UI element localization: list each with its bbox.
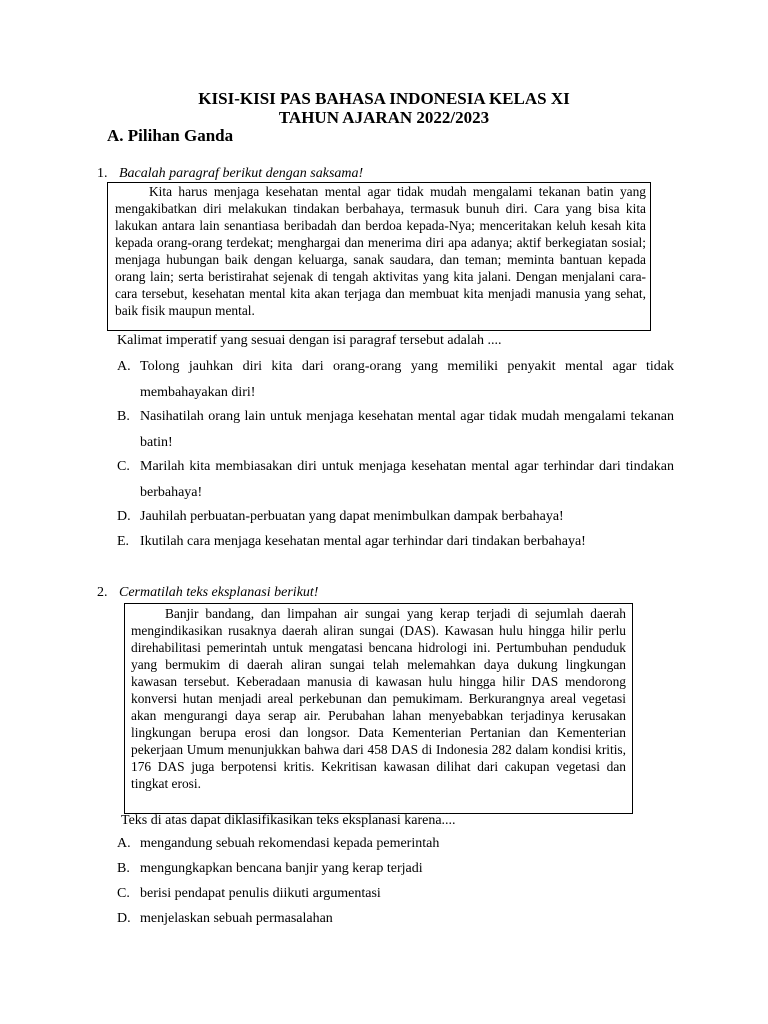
document-title-line2: TAHUN AJARAN 2022/2023 xyxy=(278,108,490,127)
option-letter: E. xyxy=(117,534,130,549)
option-letter: C. xyxy=(117,459,130,474)
question-1-option-c xyxy=(117,454,674,506)
option-text: Jauhilah perbuatan-perbuatan yang dapat menimbulkan dampak berbahaya! xyxy=(140,509,564,524)
option-text: Marilah kita membiasakan diri untuk menjaga kesehatan mental agar terhindar dari tindakan berbahaya! xyxy=(140,459,674,500)
question-2-stem: Teks di atas dapat diklasifikasikan teks eksplanasi karena.... xyxy=(121,813,456,828)
document-title-line1: KISI-KISI PAS BAHASA INDONESIA KELAS XI xyxy=(198,89,570,108)
question-1-passage-box xyxy=(107,182,651,331)
section-heading: A. Pilihan Ganda xyxy=(107,126,234,145)
question-number: 1. xyxy=(97,166,108,181)
question-2-heading xyxy=(97,584,318,602)
option-letter: B. xyxy=(117,409,130,424)
question-1-option-d xyxy=(117,504,674,530)
option-letter: D. xyxy=(117,509,131,524)
question-2-option-d xyxy=(117,906,674,932)
option-letter: A. xyxy=(117,359,131,374)
question-2-option-c xyxy=(117,881,674,907)
question-1-passage: Kita harus menjaga kesehatan mental agar tidak mudah mengalami tekanan batin yang mengakibatkan diri melakukan tindakan berbahaya, termasuk bunuh diri. Cara yang bisa kita lakukan antara lain senantiasa beribadah dan berdoa kepada-Nya; menceritakan keluh kesah kita kepada orang-orang terdekat; menghargai dan menerima diri apa adanya; aktif berkegiatan sosial; menjaga hubungan baik dengan keluarga, sanak saudara, dan teman; meminta bantuan kepada orang lain; serta beristirahat sejenak di tengah aktivitas yang kita jalani. Dengan menjalani cara-cara tersebut, kesehatan mental kita akan terjaga dan membuat kita menjadi manusia yang sehat, baik fisik maupun mental. xyxy=(115,184,646,318)
option-text: mengungkapkan bencana banjir yang kerap terjadi xyxy=(140,861,423,876)
question-2-passage: Banjir bandang, dan limpahan air sungai yang kerap terjadi di sejumlah daerah mengindikasikan rusaknya daerah aliran sungai (DAS). Kawasan hulu hingga hilir perlu direhabilitasi pemerintah untuk mengatasi bencana hidrologi ini. Pertumbuhan penduduk yang bermukim di daerah aliran sungai telah melemahkan daya dukung lingkungan kawasan tersebut. Keberadaan manusia di kawasan hulu hingga hilir DAS mendorong konversi hutan menjadi areal perkebunan dan pemukimam. Berkurangnya areal vegetasi akan mengurangi daya serap air. Perubahan lahan menyebabkan terjadinya kerusakan lingkungan berupa erosi dan longsor. Data Kementerian Pertanian dan Kementerian pekerjaan Umum menunjukkan bahwa dari 458 DAS di Indonesia 282 dalam kondisi kritis, 176 DAS juga berpotensi kritis. Kekritisan kawasan dilihat dari cakupan vegetasi dan tingkat erosi. xyxy=(131,606,626,791)
question-2-passage-box xyxy=(124,603,633,814)
option-text: mengandung sebuah rekomendasi kepada pemerintah xyxy=(140,836,440,851)
question-instruction: Cermatilah teks eksplanasi berikut! xyxy=(119,585,319,600)
option-text: Tolong jauhkan diri kita dari orang-orang yang memiliki penyakit mental agar tidak membahayakan diri! xyxy=(140,359,674,400)
question-1-option-a xyxy=(117,354,674,406)
question-2-option-a xyxy=(117,831,674,857)
question-number: 2. xyxy=(97,585,108,600)
option-text: menjelaskan sebuah permasalahan xyxy=(140,911,333,926)
question-1-stem: Kalimat imperatif yang sesuai dengan isi paragraf tersebut adalah .... xyxy=(117,333,502,348)
question-1-option-e xyxy=(117,529,674,555)
question-2-option-b xyxy=(117,856,674,882)
option-letter: C. xyxy=(117,886,130,901)
option-letter: D. xyxy=(117,911,131,926)
question-1-heading xyxy=(97,165,363,183)
question-1-option-b xyxy=(117,404,674,456)
question-instruction: Bacalah paragraf berikut dengan saksama! xyxy=(119,166,364,181)
option-letter: A. xyxy=(117,836,131,851)
option-text: Ikutilah cara menjaga kesehatan mental agar terhindar dari tindakan berbahaya! xyxy=(140,534,586,549)
option-letter: B. xyxy=(117,861,130,876)
option-text: berisi pendapat penulis diikuti argumentasi xyxy=(140,886,381,901)
option-text: Nasihatilah orang lain untuk menjaga kesehatan mental agar tidak mudah mengalami tekanan batin! xyxy=(140,409,674,450)
